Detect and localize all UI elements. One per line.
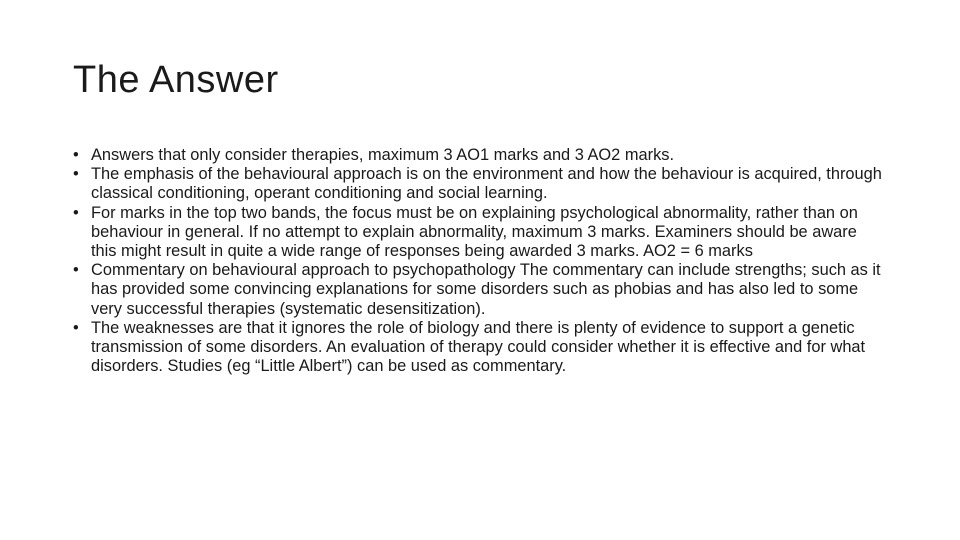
bullet-icon: •	[73, 318, 79, 337]
bullet-item	[73, 319, 885, 377]
bullet-text: The weaknesses are that it ignores the role of biology and there is plenty of evidence to support a genetic transmission of some disorders. An evaluation of therapy could consider whether it is effective and for what disorders. Studies (eg “Little Albert”) can be used as commentary.	[91, 318, 866, 376]
bullet-item	[73, 165, 885, 203]
bullet-icon: •	[73, 203, 79, 222]
slide-title: The Answer	[73, 59, 279, 101]
bullet-text: Commentary on behavioural approach to psychopathology The commentary can include strengths; such as it has provided some convincing explanations for some disorders such as phobias and has also led to some very successful therapies (systematic desensitization).	[91, 261, 881, 318]
bullet-text: The emphasis of the behavioural approach is on the environment and how the behaviour is acquired, through classical conditioning, operant conditioning and social learning.	[91, 165, 882, 203]
bullet-icon: •	[73, 261, 79, 280]
bullet-item	[73, 146, 885, 165]
bullet-icon: •	[73, 146, 79, 164]
bullet-item	[73, 261, 885, 319]
bullet-text: For marks in the top two bands, the focus must be on explaining psychological abnormality, rather than on behaviour in general. If no attempt to explain abnormality, maximum 3 marks. Examiners should be aware this might result in quite a wide range of responses being awarded 3 marks. AO2 = 6 marks	[91, 203, 858, 261]
bullet-list	[73, 146, 885, 376]
bullet-icon: •	[73, 165, 79, 184]
bullet-item	[73, 204, 885, 262]
bullet-text: Answers that only consider therapies, maximum 3 AO1 marks and 3 AO2 marks.	[91, 146, 675, 164]
